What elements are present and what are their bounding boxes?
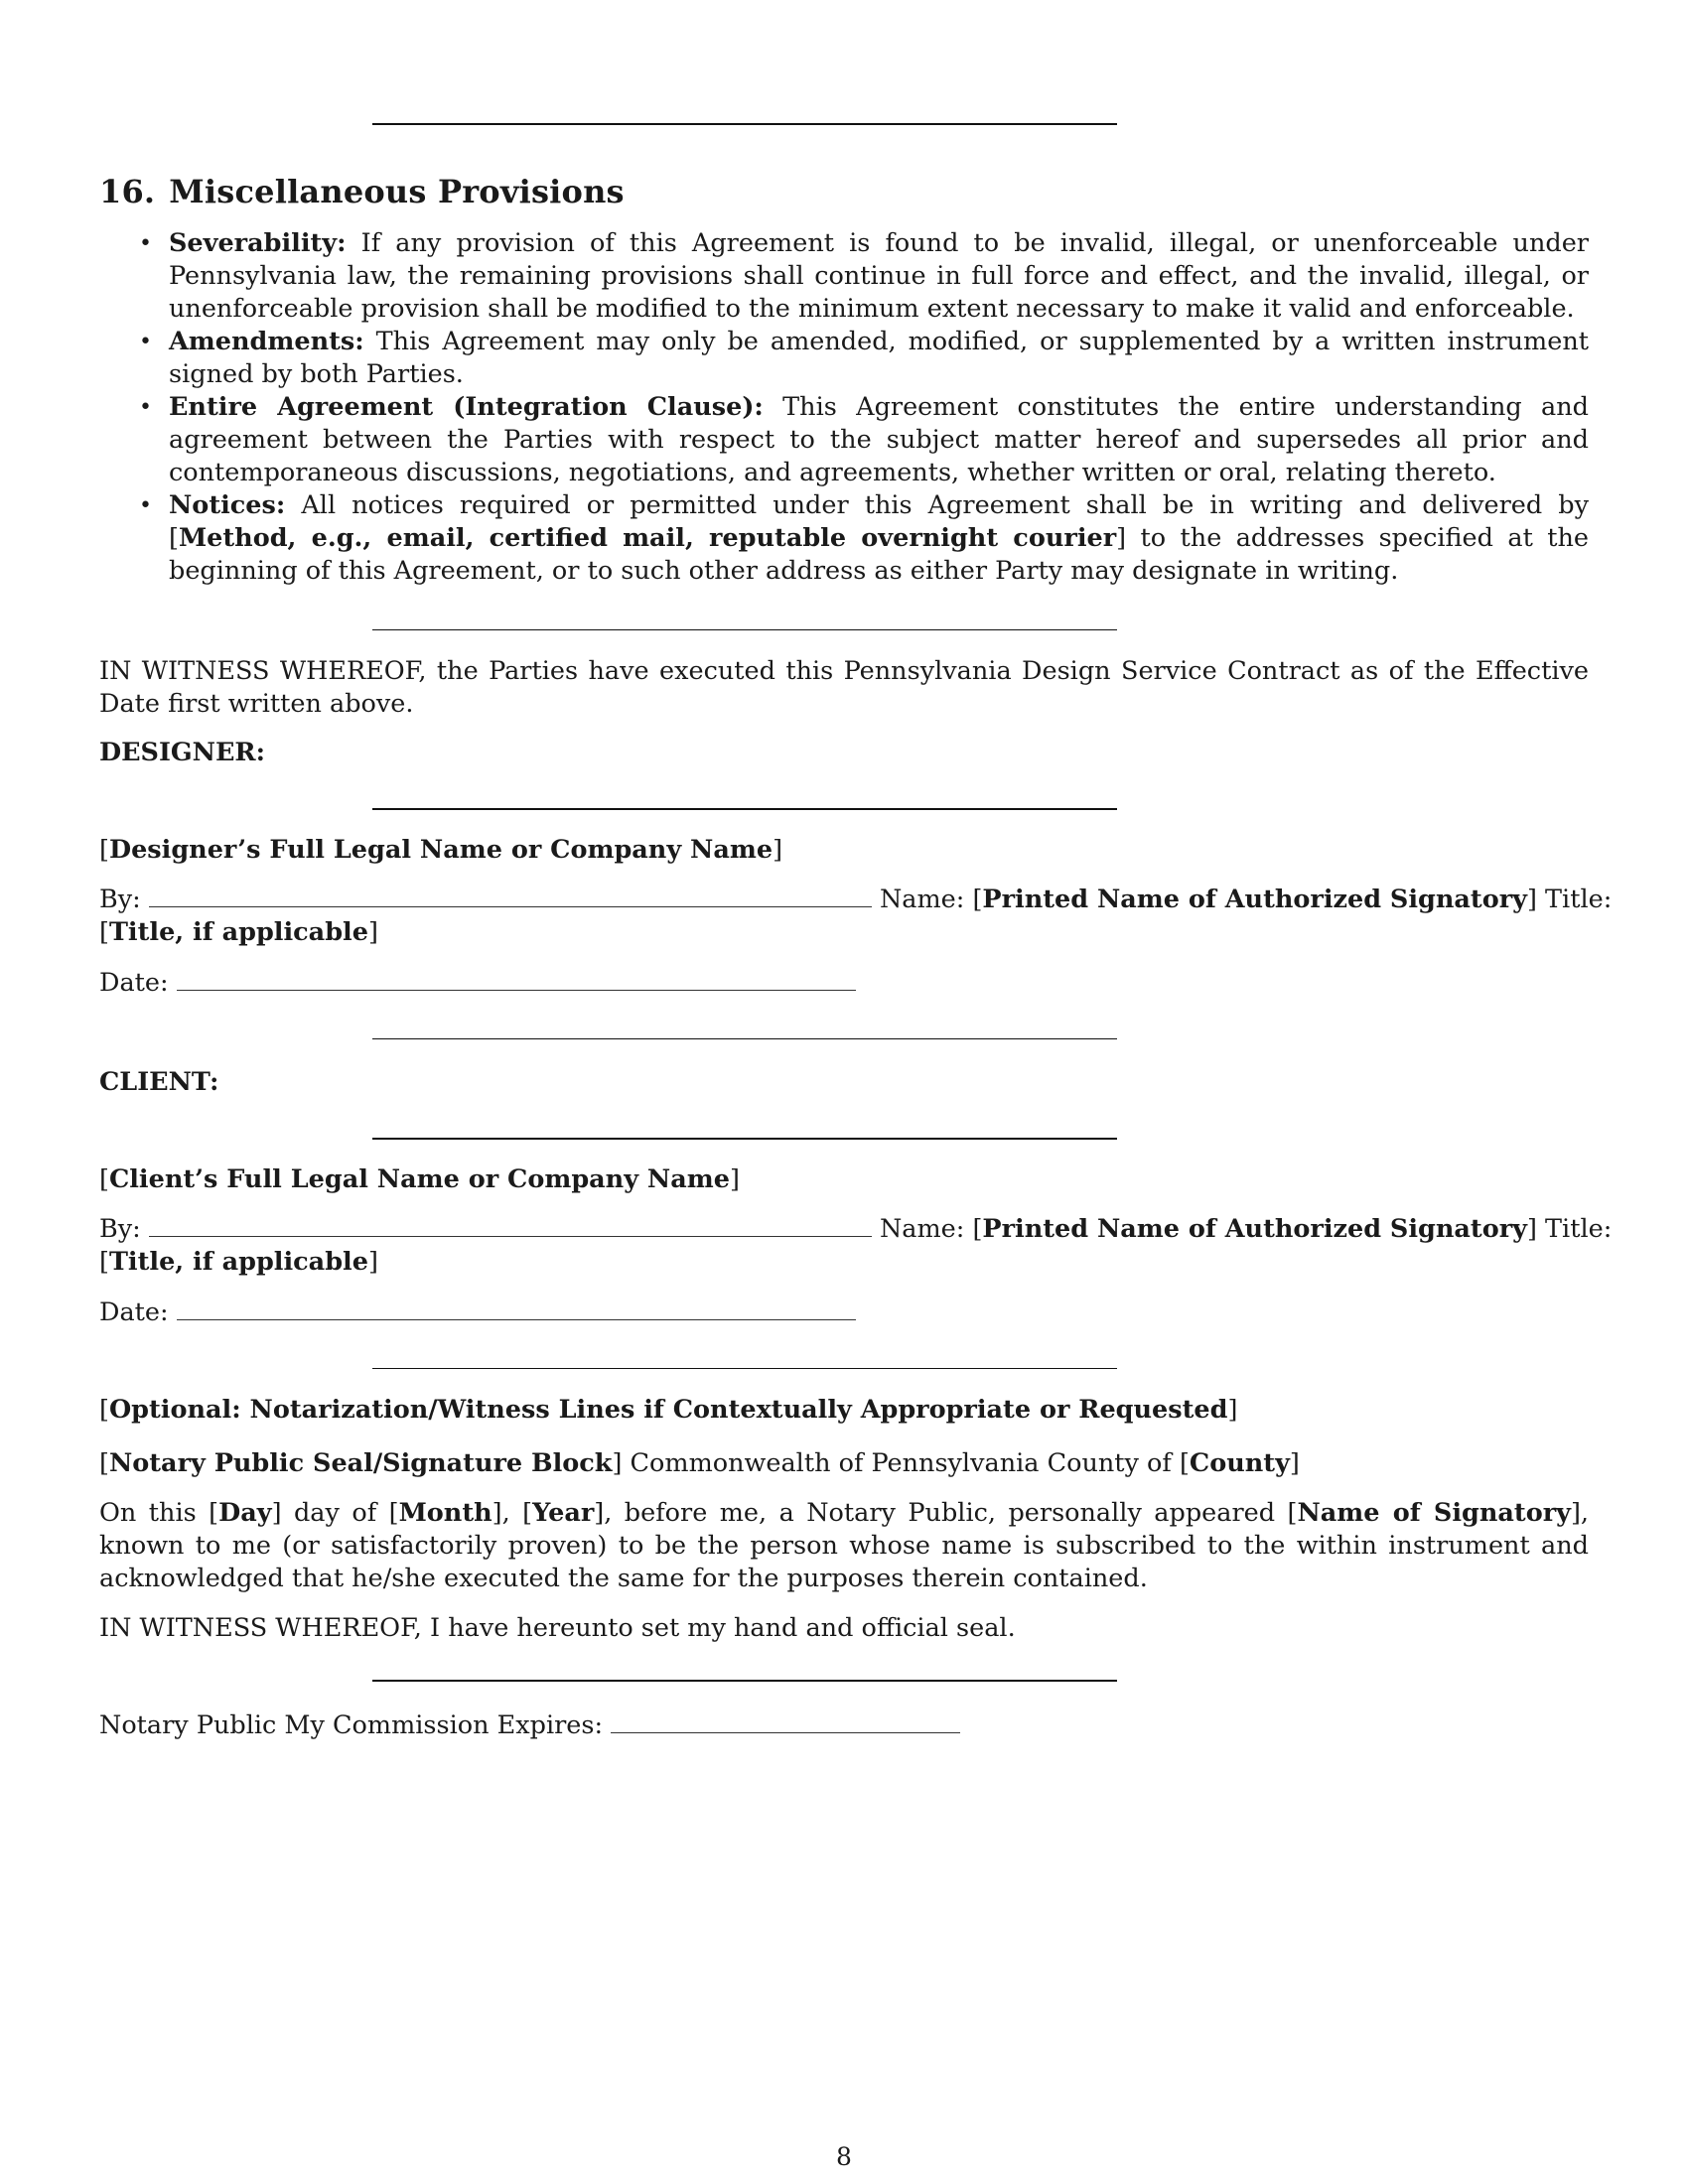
- provision-amendments: [99, 326, 1589, 391]
- provision-text: This Agreement constitutes the entire understanding and agreement between the Parties with respect to the subject matter hereof and supersedes all prior and contemporaneous discussions, negotiations, and agreements, whether written or oral, relating thereto.: [169, 392, 1589, 487]
- designer-heading-block: [99, 737, 1589, 769]
- designer-name-placeholder: Designer’s Full Legal Name or Company Name: [108, 835, 774, 865]
- provisions-list: [99, 227, 1589, 588]
- provision-severability: [99, 227, 1589, 326]
- notary-acknowledgment-block: [99, 1497, 1589, 1595]
- section-number: 16.: [99, 173, 156, 210]
- page-number: 8: [836, 2142, 852, 2171]
- name-label: Name:: [879, 885, 965, 914]
- designer-by-line: By: Name: [Printed Name of Authorized Signatory] Title:: [99, 885, 1613, 914]
- ack-text: ], before me, a Notary Public, personally appeared [: [594, 1498, 1298, 1528]
- by-label: By:: [99, 1214, 141, 1244]
- witness-statement: IN WITNESS WHEREOF, the Parties have executed this Pennsylvania Design Service Contract as of the Effective Date first written above.: [99, 656, 1589, 719]
- provision-term: Severability:: [169, 228, 347, 258]
- notary-signature-line: [372, 1680, 1117, 1682]
- section-divider: [372, 629, 1117, 630]
- notary-seal-placeholder: Notary Public Seal/Signature Block: [108, 1448, 613, 1478]
- bullet-icon: •: [139, 395, 152, 420]
- client-block-divider: [372, 1368, 1117, 1369]
- ack-text: ], known to me (or satisfactorily proven) to be the person whose name is subscribed to the within instrument and acknowledged that he/she executed the same for the purposes therein contained.: [99, 1498, 1590, 1593]
- day-placeholder: Day: [218, 1498, 272, 1528]
- notary-witness-statement: IN WITNESS WHEREOF, I have hereunto set my hand and official seal.: [99, 1613, 1016, 1643]
- provision-text: This Agreement may only be amended, modified, or supplemented by a written instrument signed by both Parties.: [169, 327, 1589, 389]
- year-placeholder: Year: [532, 1498, 595, 1528]
- bullet-icon: •: [139, 493, 152, 518]
- client-signatory-placeholder: Printed Name of Authorized Signatory: [982, 1214, 1527, 1244]
- designer-signature-line: [372, 808, 1117, 810]
- notice-method-placeholder: Method, e.g., email, certified mail, reputable overnight courier: [178, 523, 1117, 553]
- designer-date-line: [99, 967, 1589, 1000]
- designer-date-field[interactable]: [177, 968, 856, 991]
- provision-text: ] to the addresses specified at the beginning of this Agreement, or to such other address as either Party may designate in writing.: [169, 523, 1589, 586]
- provision-term: Entire Agreement (Integration Clause):: [169, 392, 764, 422]
- bullet-icon: •: [139, 330, 152, 354]
- client-heading-block: [99, 1066, 1589, 1099]
- date-label: Date:: [99, 1297, 169, 1327]
- designer-block-divider: [372, 1038, 1117, 1039]
- title-label: Title:: [1545, 1214, 1613, 1244]
- provision-text: All notices required or permitted under this Agreement shall be in writing and delivered by [: [169, 490, 1589, 553]
- commission-line: [99, 1709, 1589, 1742]
- bullet-icon: •: [139, 231, 152, 256]
- notary-seal-line: [Notary Public Seal/Signature Block] Commonwealth of Pennsylvania County of [County]: [99, 1448, 1300, 1478]
- provisions-list-container: [99, 227, 1589, 588]
- top-divider: [372, 123, 1117, 125]
- designer-signatory-placeholder: Printed Name of Authorized Signatory: [982, 885, 1527, 914]
- designer-title-placeholder: Title, if applicable: [108, 917, 368, 947]
- client-title-line: [Title, if applicable]: [99, 1247, 378, 1277]
- section-title-text: Miscellaneous Provisions: [169, 173, 625, 210]
- ack-text: On this [: [99, 1498, 219, 1528]
- optional-notary-heading: Optional: Notarization/Witness Lines if Contextually Appropriate or Requested: [108, 1395, 1228, 1425]
- client-date-field[interactable]: [177, 1297, 856, 1320]
- provision-notices: [99, 489, 1589, 588]
- jurisdiction-text: Commonwealth of Pennsylvania County of [: [622, 1448, 1190, 1478]
- witness-statement-block: [99, 655, 1589, 721]
- client-name-placeholder: Client’s Full Legal Name or Company Name: [108, 1164, 730, 1194]
- client-signature-line: [372, 1138, 1117, 1140]
- by-label: By:: [99, 885, 141, 914]
- ack-text: ] day of [: [271, 1498, 399, 1528]
- provision-entire-agreement: [99, 391, 1589, 489]
- designer-heading: DESIGNER:: [99, 738, 266, 767]
- section-heading: [99, 172, 1589, 211]
- client-signature-field[interactable]: [149, 1214, 872, 1237]
- signatory-placeholder: Name of Signatory: [1297, 1498, 1571, 1528]
- name-label: Name:: [879, 1214, 965, 1244]
- designer-signature-field[interactable]: [149, 885, 872, 907]
- provision-text: If any provision of this Agreement is found to be invalid, illegal, or unenforceable under Pennsylvania law, the remaining provisions shall continue in full force and effect, and the invalid, illegal, or unenforceable provision shall be modified to the minimum extent necessary to make it valid and enforceable.: [169, 228, 1589, 324]
- notary-witness-block: [99, 1612, 1589, 1645]
- commission-expiry-field[interactable]: [611, 1710, 960, 1733]
- client-signature-block: [99, 1213, 1613, 1279]
- client-heading: CLIENT:: [99, 1067, 219, 1097]
- commission-label: Notary Public My Commission Expires:: [99, 1710, 604, 1740]
- month-placeholder: Month: [398, 1498, 492, 1528]
- client-party-name: [Client’s Full Legal Name or Company Name]: [99, 1164, 740, 1194]
- section-title: [99, 172, 1589, 211]
- client-title-placeholder: Title, if applicable: [108, 1247, 368, 1277]
- date-label: Date:: [99, 968, 169, 998]
- provision-term: Notices:: [169, 490, 286, 520]
- notary-optional-heading: [Optional: Notarization/Witness Lines if Contextually Appropriate or Requested]: [99, 1395, 1238, 1425]
- provision-term: Amendments:: [169, 327, 364, 356]
- ack-text: ], [: [492, 1498, 533, 1528]
- designer-title-line: [Title, if applicable]: [99, 917, 378, 947]
- notary-acknowledgment: [99, 1497, 1589, 1595]
- designer-party-name: [Designer’s Full Legal Name or Company Name]: [99, 835, 783, 865]
- title-label: Title:: [1545, 885, 1613, 914]
- county-placeholder: County: [1189, 1448, 1290, 1478]
- client-date-line: [99, 1297, 1589, 1329]
- client-by-line: By: Name: [Printed Name of Authorized Signatory] Title:: [99, 1214, 1613, 1244]
- designer-signature-block: [99, 884, 1613, 949]
